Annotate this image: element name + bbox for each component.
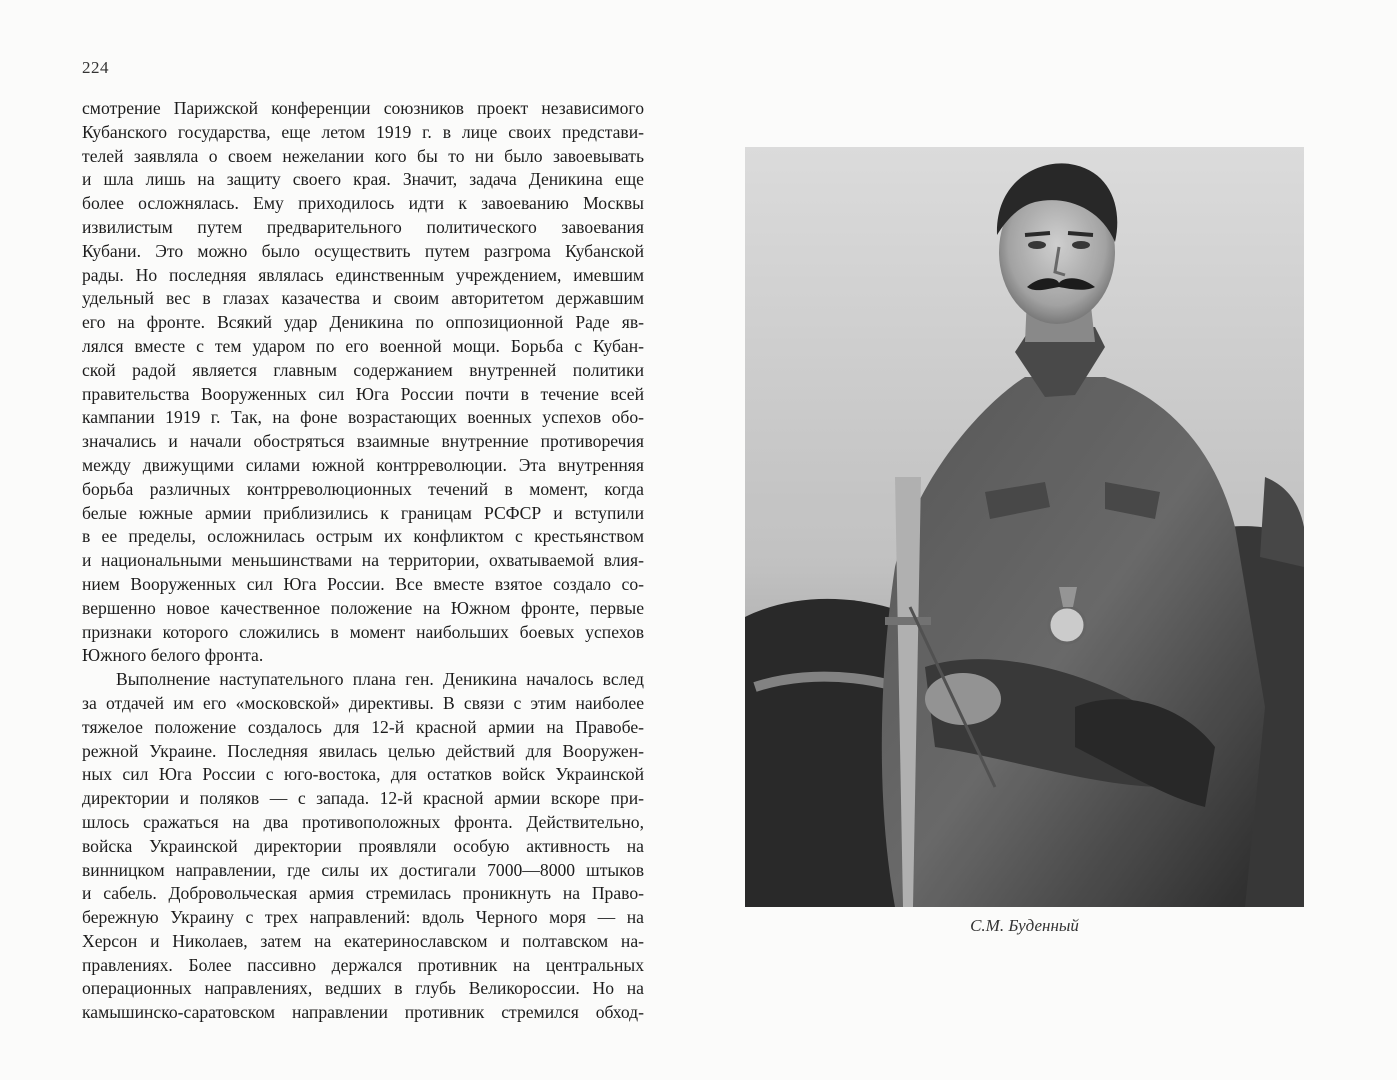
text-line: между движущими силами южной контрреволюции. Эта внутренняя — [82, 454, 644, 475]
text-line: белые южные армии приблизились к границам РСФСР и вступили — [82, 502, 644, 523]
text-line: за отдачей им его «московской» директивы. В связи с этим наиболее — [82, 692, 644, 713]
text-line: Херсон и Николаев, затем на екатеринославском и полтавском на- — [82, 930, 644, 951]
portrait-photo — [745, 147, 1304, 907]
text-line: рады. Но последняя являлась единственным учреждением, имевшим — [82, 264, 644, 285]
text-line: вершенно новое качественное положение на Южном фронте, первые — [82, 597, 644, 618]
body-text — [82, 97, 644, 1025]
text-line: его на фронте. Всякий удар Деникина по оппозиционной Раде яв- — [82, 312, 644, 333]
text-line: лялся вместе с тем ударом по его военной мощи. Борьба с Кубан- — [82, 335, 644, 356]
text-line: признаки которого сложились в момент наибольших боевых успехов — [82, 621, 644, 642]
text-line: борьба различных контрреволюционных течений в момент, когда — [82, 478, 644, 499]
text-line: в ее пределы, осложнилась острым их конфликтом с крестьянством — [82, 526, 644, 547]
text-line: директории и поляков — с запада. 12-й красной армии вскоре при- — [82, 788, 644, 809]
photo-caption: С.М. Буденный — [970, 916, 1079, 935]
text-line: правлениях. Более пассивно держался противник на центральных — [82, 954, 644, 975]
text-line: ской радой является главным содержанием внутренней политики — [82, 359, 644, 380]
text-line: Выполнение наступательного плана ген. Деникина началось вслед — [116, 669, 644, 690]
text-line: значались и начали обостряться взаимные внутренние противоречия — [82, 431, 644, 452]
text-line: более осложнялась. Ему приходилось идти к завоеванию Москвы — [82, 193, 644, 214]
text-line: бережную Украину с трех направлений: вдоль Черного моря — на — [82, 907, 644, 928]
text-line: войска Украинской директории проявляли особую активность на — [82, 835, 644, 856]
text-line: камышинско-саратовском направлении противник стремился обход- — [82, 1002, 644, 1023]
text-line: и сабель. Добровольческая армия стремилась проникнуть на Право- — [82, 883, 644, 904]
text-line: извилистым путем предварительного политического завоевания — [82, 216, 644, 237]
text-line: и шла лишь на защиту своего края. Значит, задача Деникина еще — [82, 169, 644, 190]
text-line: правительства Вооруженных сил Юга России почти в течение всей — [82, 383, 644, 404]
text-line: режной Украине. Последняя явилась целью действий для Вооружен- — [82, 740, 644, 761]
text-line: кампании 1919 г. Так, на фоне возрастающих военных успехов обо- — [82, 407, 644, 428]
text-line: и национальными меньшинствами на территории, охватываемой влия- — [82, 550, 644, 571]
text-line: операционных направлениях, ведших в глубь Великороссии. Но на — [82, 978, 644, 999]
text-line: тяжелое положение создалось для 12-й красной армии на Правобе- — [82, 716, 644, 737]
text-line: ных сил Юга России с юго-востока, для остатков войск Украинской — [82, 764, 644, 785]
text-line: Кубани. Это можно было осуществить путем разгрома Кубанской — [82, 240, 644, 261]
page-number: 224 — [82, 58, 109, 77]
text-line: Кубанского государства, еще летом 1919 г. в лице своих представи- — [82, 121, 644, 142]
text-line: нием Вооруженных сил Юга России. Все вместе взятое создало со- — [82, 573, 644, 594]
text-line: Южного белого фронта. — [82, 645, 264, 666]
text-line: шлось сражаться на два противоположных фронта. Действительно, — [82, 811, 644, 832]
text-line: удельный вес в глазах казачества и своим авторитетом державшим — [82, 288, 644, 309]
text-line: телей заявляла о своем нежелании кого бы то ни было завоевывать — [82, 145, 644, 166]
text-line: винницком направлении, где силы их достигали 7000—8000 штыков — [82, 859, 644, 880]
text-line: смотрение Парижской конференции союзников проект независимого — [82, 98, 644, 118]
